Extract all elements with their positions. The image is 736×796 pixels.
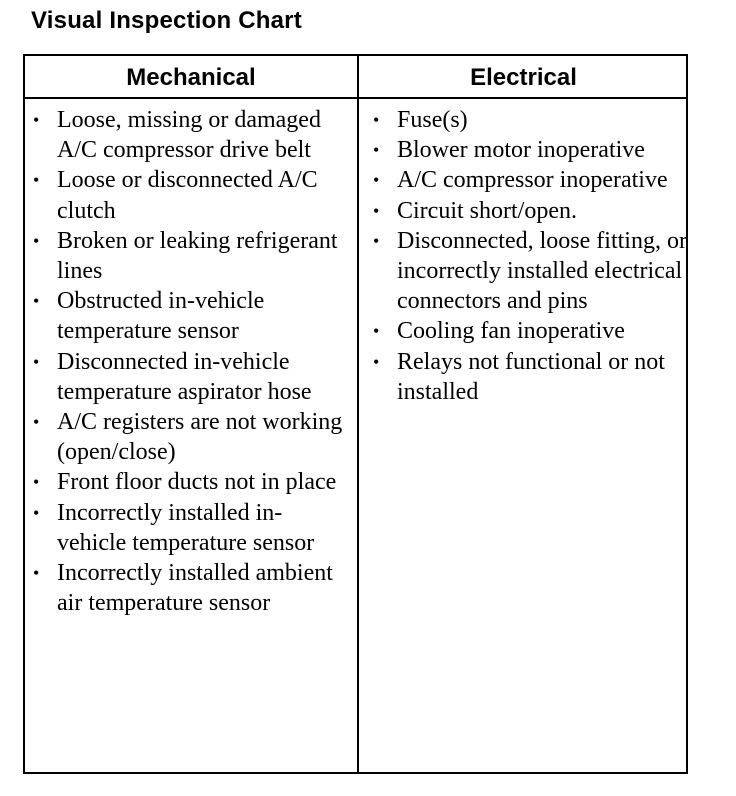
list-item-text: Blower motor inoperative xyxy=(397,137,645,164)
bullet-icon: • xyxy=(373,351,380,372)
list-item-text: A/C registers are not working (open/close) xyxy=(57,409,343,466)
list-item-text: Obstructed in-vehicle temperature sensor xyxy=(57,288,265,345)
list-item-text: Circuit short/open. xyxy=(397,197,577,224)
list-item xyxy=(371,226,689,317)
list-item xyxy=(371,347,689,407)
bullet-icon: • xyxy=(373,110,380,130)
bullet-icon: • xyxy=(373,321,380,342)
list-item-text: Front floor ducts not in place xyxy=(57,469,337,496)
bullet-icon: • xyxy=(33,351,40,372)
bullet-icon: • xyxy=(373,200,380,221)
list-item xyxy=(31,347,351,407)
mechanical-header: Mechanical xyxy=(126,64,256,91)
list-item-text: Broken or leaking refrigerant lines xyxy=(57,227,338,285)
list-item xyxy=(31,165,351,225)
header-divider xyxy=(25,97,686,99)
bullet-icon: • xyxy=(33,412,40,433)
bullet-icon: • xyxy=(33,563,40,584)
bullet-icon: • xyxy=(33,502,40,523)
list-item-text: Disconnected, loose fitting, or incorrectly installed electrical connectors and pins xyxy=(397,227,687,315)
list-item xyxy=(371,196,689,226)
electrical-header: Electrical xyxy=(470,64,577,91)
list-item xyxy=(31,407,351,467)
list-item-text: Incorrectly installed in-vehicle temperature sensor xyxy=(57,499,315,556)
list-item xyxy=(371,105,689,135)
list-item xyxy=(31,467,351,497)
list-item xyxy=(371,316,689,346)
list-item xyxy=(371,135,689,165)
list-item xyxy=(31,105,351,165)
list-item-text: Loose, missing or damaged A/C compressor drive belt xyxy=(57,107,321,164)
bullet-icon: • xyxy=(33,170,40,191)
bullet-icon: • xyxy=(373,230,380,251)
bullet-icon: • xyxy=(33,472,40,493)
list-item-text: Fuse(s) xyxy=(397,107,468,133)
mechanical-list xyxy=(31,105,351,618)
bullet-icon: • xyxy=(373,170,380,191)
list-item-text: Incorrectly installed ambient air temperature sensor xyxy=(57,560,333,617)
list-item xyxy=(31,226,351,286)
electrical-list xyxy=(371,105,689,407)
column-divider xyxy=(357,56,359,772)
list-item-text: Relays not functional or not installed xyxy=(397,348,665,405)
list-item xyxy=(371,165,689,195)
list-item xyxy=(31,498,351,558)
list-item-text: Cooling fan inoperative xyxy=(397,318,625,345)
bullet-icon: • xyxy=(33,230,40,251)
list-item-text: Disconnected in-vehicle temperature aspirator hose xyxy=(57,348,312,405)
list-item xyxy=(31,286,351,346)
list-item-text: A/C compressor inoperative xyxy=(397,167,668,194)
bullet-icon: • xyxy=(373,140,380,161)
page-title: Visual Inspection Chart xyxy=(31,7,302,34)
list-item xyxy=(31,558,351,618)
bullet-icon: • xyxy=(33,110,40,130)
list-item-text: Loose or disconnected A/C clutch xyxy=(57,167,318,224)
bullet-icon: • xyxy=(33,291,40,312)
inspection-table xyxy=(23,54,688,774)
